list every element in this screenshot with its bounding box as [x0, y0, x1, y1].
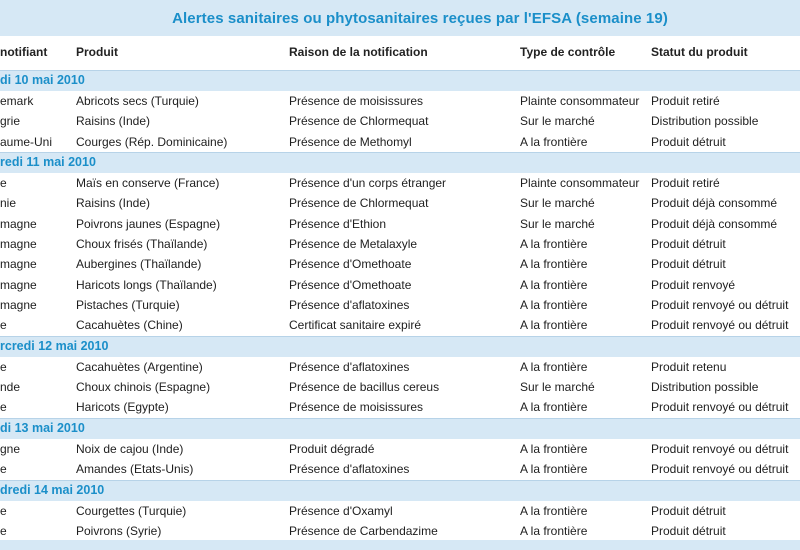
- produit-cell: Cacahuètes (Chine): [76, 318, 183, 333]
- notifiant-cell: magne: [0, 277, 37, 292]
- type-controle-cell: Plainte consommateur: [520, 176, 640, 191]
- day-group-header: [0, 480, 800, 501]
- type-controle-cell: A la frontière: [520, 462, 588, 477]
- alerts-table: [0, 36, 800, 541]
- day-label: di 13 mai 2010: [0, 420, 85, 435]
- produit-cell: Courgettes (Turquie): [76, 503, 187, 518]
- type-controle-cell: A la frontière: [520, 257, 588, 272]
- table-row: [0, 295, 800, 315]
- table-title: Alertes sanitaires ou phytosanitaires reçues par l'EFSA (semaine 19): [172, 9, 668, 27]
- table-row: [0, 315, 800, 335]
- notifiant-cell: e: [0, 359, 7, 374]
- raison-cell: Présence d'un corps étranger: [289, 176, 447, 191]
- header-type-controle: Type de contrôle: [520, 45, 616, 59]
- table-footer-band: [0, 540, 800, 550]
- statut-cell: Produit détruit: [651, 237, 726, 252]
- statut-cell: Produit renvoyé: [651, 277, 736, 292]
- produit-cell: Pistaches (Turquie): [76, 298, 180, 313]
- notifiant-cell: emark: [0, 94, 34, 108]
- raison-cell: Présence d'Omethoate: [289, 257, 412, 272]
- type-controle-cell: A la frontière: [520, 441, 588, 456]
- raison-cell: Présence de Methomyl: [289, 134, 412, 149]
- raison-cell: Présence de Metalaxyle: [289, 237, 418, 252]
- table-row: [0, 234, 800, 254]
- raison-cell: Présence d'Oxamyl: [289, 503, 393, 518]
- day-group-header: [0, 418, 800, 439]
- statut-cell: Produit renvoyé ou détruit: [651, 441, 789, 456]
- notifiant-cell: aume-Uni: [0, 134, 53, 149]
- header-statut: Statut du produit: [651, 45, 748, 59]
- produit-cell: Raisins (Inde): [76, 196, 151, 211]
- type-controle-cell: A la frontière: [520, 523, 588, 538]
- type-controle-cell: Plainte consommateur: [520, 94, 640, 108]
- day-group-header: [0, 70, 800, 91]
- table-row: [0, 397, 800, 417]
- table-row: [0, 521, 800, 541]
- raison-cell: Présence d'aflatoxines: [289, 462, 410, 477]
- raison-cell: Présence de moisissures: [289, 400, 424, 415]
- produit-cell: Haricots (Egypte): [76, 400, 169, 415]
- type-controle-cell: Sur le marché: [520, 196, 595, 211]
- statut-cell: Produit renvoyé ou détruit: [651, 318, 789, 333]
- notifiant-cell: grie: [0, 114, 21, 129]
- statut-cell: Produit déjà consommé: [651, 216, 778, 231]
- header-notifiant: notifiant: [0, 45, 48, 59]
- statut-cell: Produit retenu: [651, 359, 727, 374]
- day-label: redi 11 mai 2010: [0, 155, 96, 170]
- raison-cell: Présence d'aflatoxines: [289, 359, 410, 374]
- type-controle-cell: Sur le marché: [520, 216, 595, 231]
- header-raison: Raison de la notification: [289, 45, 428, 59]
- raison-cell: Présence d'Ethion: [289, 216, 387, 231]
- table-row: [0, 254, 800, 274]
- produit-cell: Amandes (Etats-Unis): [76, 462, 194, 477]
- produit-cell: Choux frisés (Thaïlande): [76, 237, 208, 252]
- table-row: [0, 111, 800, 131]
- statut-cell: Produit détruit: [651, 503, 726, 518]
- raison-cell: Présence d'aflatoxines: [289, 298, 410, 313]
- type-controle-cell: A la frontière: [520, 400, 588, 415]
- statut-cell: Produit renvoyé ou détruit: [651, 462, 789, 477]
- table-body: [0, 70, 800, 541]
- table-header-row: [0, 36, 800, 70]
- day-group-header: [0, 336, 800, 357]
- table-row: [0, 439, 800, 459]
- statut-cell: Distribution possible: [651, 114, 759, 129]
- table-row: [0, 173, 800, 193]
- type-controle-cell: A la frontière: [520, 134, 588, 149]
- produit-cell: Poivrons (Syrie): [76, 523, 162, 538]
- day-group-header: [0, 152, 800, 173]
- notifiant-cell: nie: [0, 196, 17, 211]
- produit-cell: Abricots secs (Turquie): [76, 94, 199, 108]
- notifiant-cell: magne: [0, 237, 37, 252]
- table-row: [0, 132, 800, 152]
- table-row: [0, 357, 800, 377]
- notifiant-cell: magne: [0, 216, 37, 231]
- produit-cell: Raisins (Inde): [76, 114, 151, 129]
- table-row: [0, 459, 800, 479]
- header-produit: Produit: [76, 45, 118, 59]
- statut-cell: Distribution possible: [651, 380, 759, 395]
- notifiant-cell: magne: [0, 298, 37, 313]
- notifiant-cell: e: [0, 176, 7, 191]
- produit-cell: Noix de cajou (Inde): [76, 441, 184, 456]
- notifiant-cell: nde: [0, 380, 21, 395]
- notifiant-cell: e: [0, 462, 7, 477]
- notifiant-cell: e: [0, 400, 7, 415]
- table-row: [0, 275, 800, 295]
- statut-cell: Produit retiré: [651, 94, 720, 108]
- raison-cell: Présence de moisissures: [289, 94, 424, 108]
- produit-cell: Haricots longs (Thaïlande): [76, 277, 217, 292]
- table-row: [0, 501, 800, 521]
- table-title-bar: [0, 0, 800, 36]
- notifiant-cell: e: [0, 318, 7, 333]
- raison-cell: Produit dégradé: [289, 441, 375, 456]
- type-controle-cell: A la frontière: [520, 318, 588, 333]
- type-controle-cell: Sur le marché: [520, 380, 595, 395]
- produit-cell: Cacahuètes (Argentine): [76, 359, 203, 374]
- day-label: di 10 mai 2010: [0, 73, 85, 87]
- raison-cell: Présence de Chlormequat: [289, 114, 429, 129]
- table-row: [0, 193, 800, 213]
- type-controle-cell: A la frontière: [520, 237, 588, 252]
- produit-cell: Poivrons jaunes (Espagne): [76, 216, 221, 231]
- type-controle-cell: A la frontière: [520, 503, 588, 518]
- statut-cell: Produit renvoyé ou détruit: [651, 400, 789, 415]
- day-label: rcredi 12 mai 2010: [0, 338, 109, 353]
- raison-cell: Présence de bacillus cereus: [289, 380, 440, 395]
- produit-cell: Courges (Rép. Dominicaine): [76, 134, 228, 149]
- produit-cell: Maïs en conserve (France): [76, 176, 220, 191]
- raison-cell: Présence de Chlormequat: [289, 196, 429, 211]
- raison-cell: Certificat sanitaire expiré: [289, 318, 422, 333]
- notifiant-cell: gne: [0, 441, 21, 456]
- notifiant-cell: e: [0, 523, 7, 538]
- notifiant-cell: e: [0, 503, 7, 518]
- table-row: [0, 377, 800, 397]
- statut-cell: Produit détruit: [651, 257, 726, 272]
- produit-cell: Aubergines (Thaïlande): [76, 257, 202, 272]
- day-label: dredi 14 mai 2010: [0, 482, 105, 497]
- statut-cell: Produit détruit: [651, 134, 726, 149]
- raison-cell: Présence de Carbendazime: [289, 523, 438, 538]
- table-row: [0, 214, 800, 234]
- type-controle-cell: Sur le marché: [520, 114, 595, 129]
- type-controle-cell: A la frontière: [520, 359, 588, 374]
- statut-cell: Produit retiré: [651, 176, 720, 191]
- type-controle-cell: A la frontière: [520, 277, 588, 292]
- produit-cell: Choux chinois (Espagne): [76, 380, 211, 395]
- statut-cell: Produit déjà consommé: [651, 196, 778, 211]
- raison-cell: Présence d'Omethoate: [289, 277, 412, 292]
- table-row: [0, 91, 800, 111]
- statut-cell: Produit détruit: [651, 523, 726, 538]
- statut-cell: Produit renvoyé ou détruit: [651, 298, 789, 313]
- notifiant-cell: magne: [0, 257, 37, 272]
- type-controle-cell: A la frontière: [520, 298, 588, 313]
